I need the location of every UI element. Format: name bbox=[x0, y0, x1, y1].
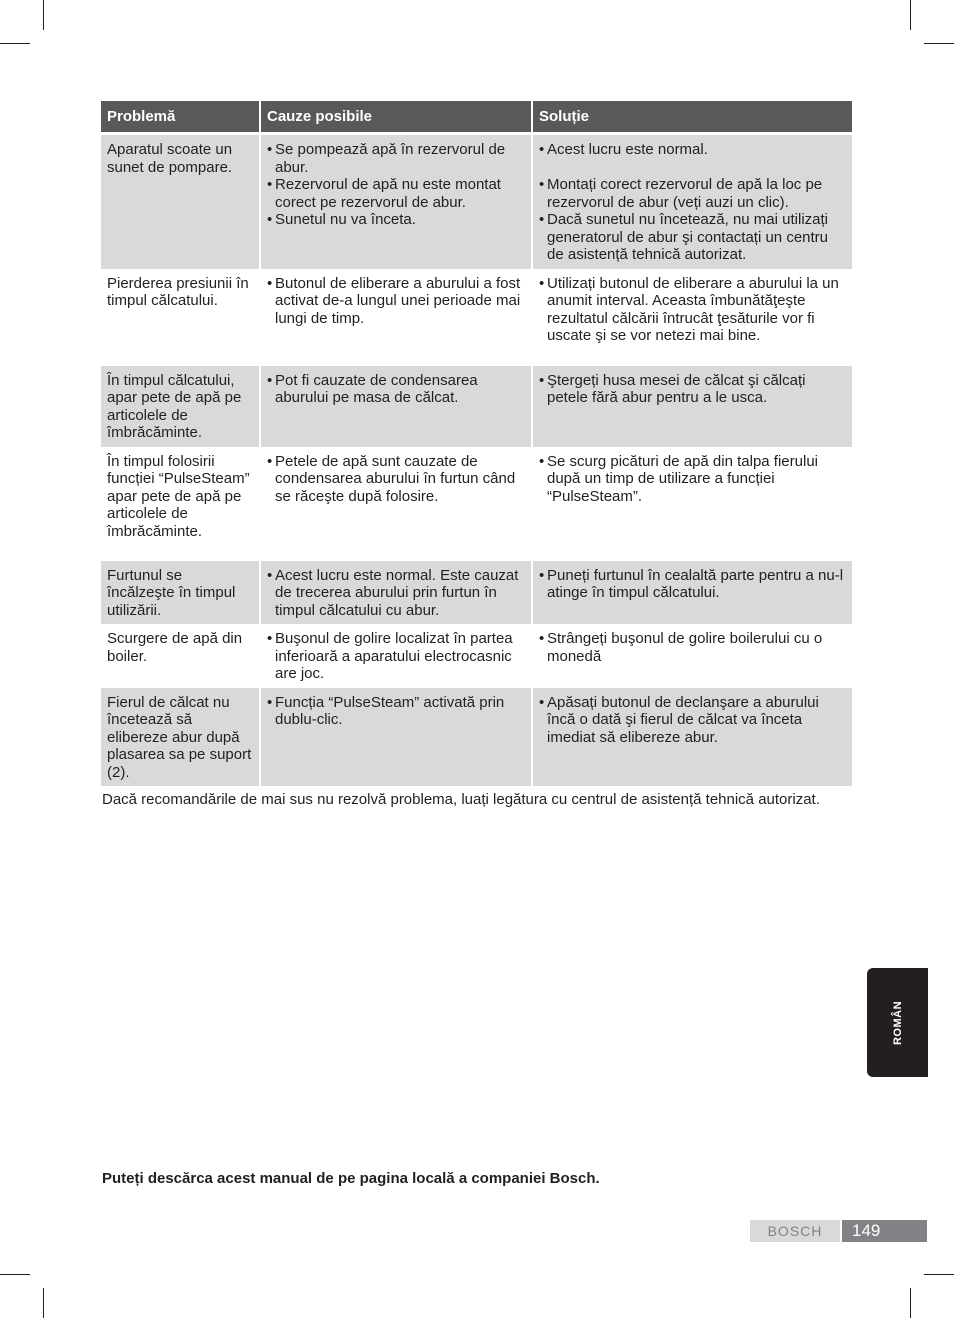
header-solution: Soluție bbox=[531, 101, 852, 135]
problem-cell: În timpul folosirii funcției “PulseSteam” apar pete de apă pe articolele de îmbrăcăminte. bbox=[107, 452, 250, 540]
table-row bbox=[101, 561, 852, 625]
causes-cell bbox=[259, 135, 531, 269]
solutions-cell bbox=[531, 366, 852, 447]
solutions-cell bbox=[531, 447, 852, 561]
crop-mark bbox=[924, 1274, 954, 1275]
crop-mark bbox=[0, 1274, 30, 1275]
problem-cell: Furtunul se încălzeşte în timpul utilizării. bbox=[101, 561, 259, 625]
solutions-cell bbox=[531, 135, 852, 269]
solution-item: • Se scurg picături de apă din talpa fierului după un timp de utilizare a funcției “PulseSteam”. bbox=[539, 453, 846, 506]
troubleshooting-table bbox=[101, 101, 852, 786]
cause-item: • Acest lucru este normal. Este cauzat de trecerea aburului prin furtun în timpul călcatului cu abur. bbox=[267, 567, 525, 620]
table-row bbox=[101, 135, 852, 269]
solution-item: • Strângeți buşonul de golire boilerului cu o monedă bbox=[539, 630, 846, 665]
crop-mark bbox=[910, 0, 911, 30]
crop-mark bbox=[924, 43, 954, 44]
solution-item: • Utilizați butonul de eliberare a aburului la un anumit interval. Aceasta îmbunătăţeşte rezultatul călcării întrucât ţesăturile vor fi uscate şi se vor netezi mai bine. bbox=[539, 275, 846, 345]
table-row bbox=[101, 688, 852, 787]
table-row bbox=[101, 447, 852, 561]
causes-cell bbox=[259, 447, 531, 561]
cause-item: • Se pompează apă în rezervorul de abur. bbox=[267, 141, 525, 176]
cause-item: • Butonul de eliberare a aburului a fost activat de-a lungul unei perioade mai lungi de timp. bbox=[267, 275, 525, 328]
solution-item: • Puneți furtunul în cealaltă parte pentru a nu-l atinge în timpul călcatului. bbox=[539, 567, 846, 602]
header-causes: Cauze posibile bbox=[259, 101, 531, 135]
crop-mark bbox=[910, 1288, 911, 1318]
page-number: 149 bbox=[842, 1220, 927, 1242]
solution-item: • Apăsați butonul de declanşare a aburului încă o dată şi fierul de călcat va înceta imediat să elibereze abur. bbox=[539, 694, 846, 747]
solution-item: • Montați corect rezervorul de apă la loc pe rezervorul de abur (veți auzi un clic). bbox=[539, 176, 846, 211]
cause-item: • Sunetul nu va înceta. bbox=[267, 211, 525, 229]
problem-cell: Pierderea presiunii în timpul călcatului. bbox=[107, 274, 249, 309]
causes-cell bbox=[259, 688, 531, 787]
cause-item: • Buşonul de golire localizat în partea inferioară a aparatului electrocasnic are joc. bbox=[267, 630, 525, 683]
solutions-cell bbox=[531, 561, 852, 625]
problem-cell: În timpul călcatului, apar pete de apă pe articolele de îmbrăcăminte. bbox=[101, 366, 259, 447]
crop-mark bbox=[0, 43, 30, 44]
cause-item: • Funcția “PulseSteam” activată prin dublu-clic. bbox=[267, 694, 525, 729]
problem-cell: Fierul de călcat nu încetează să elibereze abur după plasarea sa pe suport (2). bbox=[101, 688, 259, 787]
solutions-cell bbox=[531, 688, 852, 787]
problem-cell: Scurgere de apă din boiler. bbox=[107, 630, 243, 665]
solution-item: • Acest lucru este normal. bbox=[539, 141, 846, 159]
footer-brand: BOSCH bbox=[750, 1220, 840, 1242]
causes-cell bbox=[259, 366, 531, 447]
causes-cell bbox=[259, 269, 531, 366]
language-tab-label: ROMÂN bbox=[891, 1000, 904, 1045]
table-row bbox=[101, 624, 852, 688]
table-row bbox=[101, 269, 852, 366]
causes-cell bbox=[259, 624, 531, 688]
causes-cell bbox=[259, 561, 531, 625]
solution-item: • Dacă sunetul nu încetează, nu mai utilizați generatorul de abur şi contactați un centru de asistență tehnică autorizat. bbox=[539, 211, 846, 264]
problem-cell: Aparatul scoate un sunet de pompare. bbox=[101, 135, 259, 269]
crop-mark bbox=[43, 1288, 44, 1318]
crop-mark bbox=[43, 0, 44, 30]
header-problem: Problemă bbox=[101, 101, 259, 135]
download-notice: Puteți descărca acest manual de pe pagina locală a companiei Bosch. bbox=[102, 1170, 600, 1187]
language-tab bbox=[867, 968, 928, 1077]
table-row bbox=[101, 366, 852, 447]
cause-item: • Rezervorul de apă nu este montat corect pe rezervorul de abur. bbox=[267, 176, 525, 211]
cause-item: • Petele de apă sunt cauzate de condensarea aburului în furtun când se răceşte după folosire. bbox=[267, 453, 525, 506]
solutions-cell bbox=[531, 269, 852, 366]
table-header-row bbox=[101, 101, 852, 135]
cause-item: • Pot fi cauzate de condensarea aburului pe masa de călcat. bbox=[267, 372, 525, 407]
support-note: Dacă recomandările de mai sus nu rezolvă problema, luați legătura cu centrul de asistență tehnică autorizat. bbox=[102, 791, 820, 808]
solution-item: • Ştergeți husa mesei de călcat şi călcați petele fără abur pentru a le usca. bbox=[539, 372, 846, 407]
solutions-cell bbox=[531, 624, 852, 688]
